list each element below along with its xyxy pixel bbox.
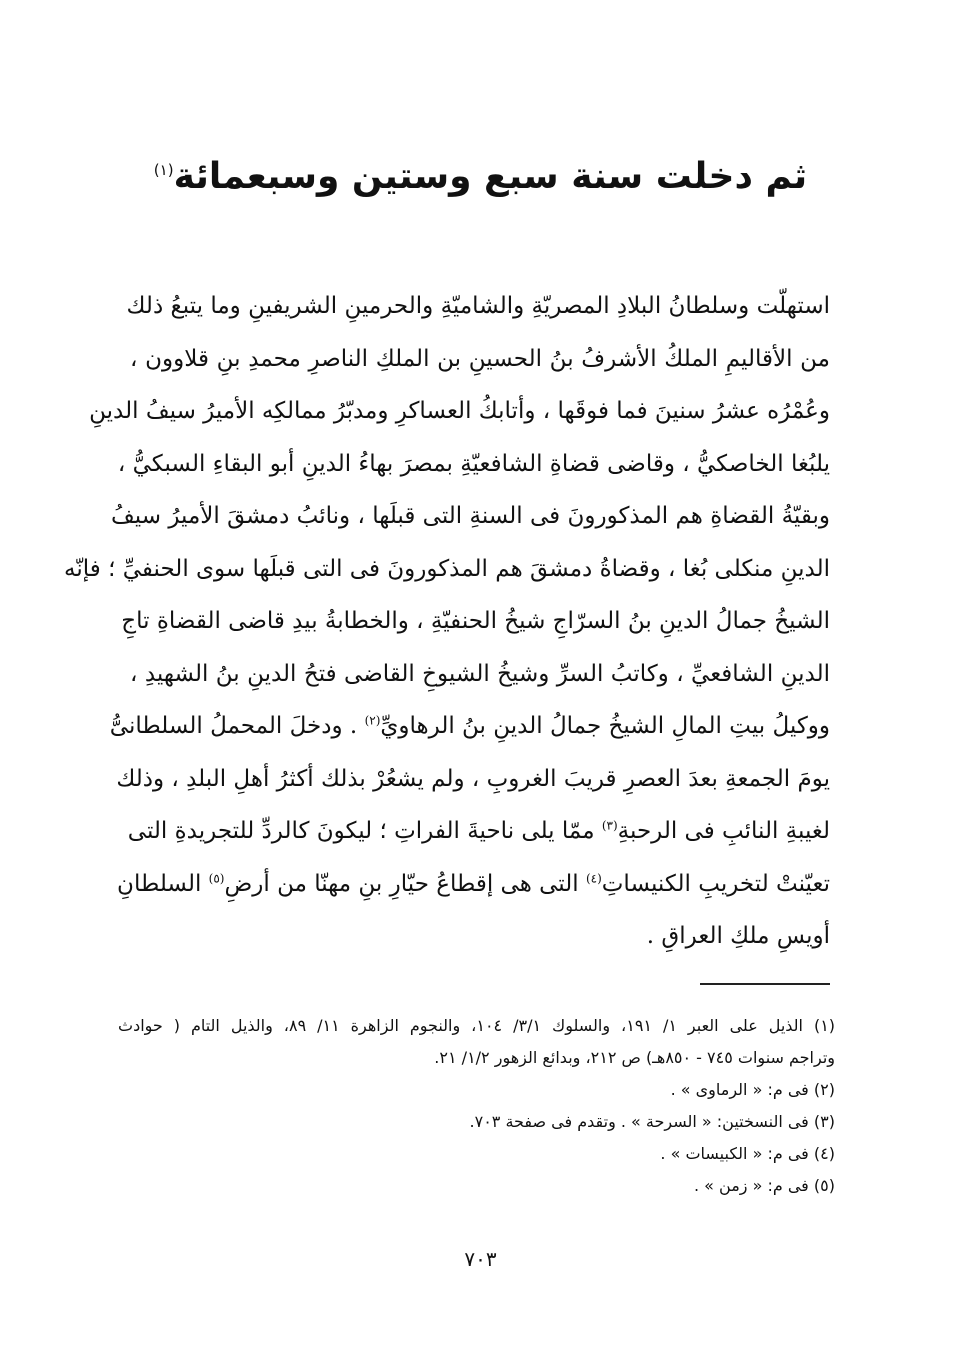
body-text-run: يلبُغا الخاصكيُّ ، وقاضى قضاةِ الشافعيّةِ بمصرَ بهاءُ الدينِ أبو البقاءِ السبكيُّ ، — [117, 450, 830, 477]
footnote-ref: (٥) — [208, 870, 225, 885]
body-line — [89, 385, 830, 438]
body-line — [64, 543, 830, 596]
body-text-run: أويسِ ملكِ العراقِ . — [646, 923, 830, 949]
footnote-line: (١) الذيل على العبر ١/ ١٩١، والسلوك ٣/١/ ١٠٤، والنجوم الزاهرة ١١/ ٨٩، والذيل التام ( حوادث — [118, 1016, 836, 1035]
body-text-run: الدينِ منكلى بُغا ، وقضاةُ دمشقَ هم المذكورونَ فى التى قبلَها سوى الحنفيِّ ؛ فإنّه — [64, 555, 830, 582]
footnotes — [118, 1010, 835, 1202]
body-text-run: الدينِ الشافعيِّ ، وكاتبُ السرِّ وشيخُ الشيوخِ القاضى فتحُ الدينِ بنُ الشهيدِ ، — [130, 660, 830, 687]
footnote-ref: (٢) — [364, 713, 381, 728]
body-text-run: لغيبةِ النائبِ فى الرحبةِ — [617, 818, 830, 844]
body-text-run: استهلّت وسلطانُ البلادِ المصريّةِ والشاميّةِ والحرمينِ الشريفينِ وما يتبعُ ذلك — [126, 293, 830, 319]
body-line — [117, 438, 830, 491]
footnote-line: (٣) فى النسختين: « السرحة » . وتقدم فى صفحة ٧٠٣. — [469, 1112, 835, 1131]
body-text-run: . ودخلَ المحملُ السلطانىُّ — [109, 713, 365, 739]
body-line — [117, 858, 830, 911]
body-line — [110, 490, 830, 543]
body-line — [127, 805, 830, 858]
body-text-run: ممّا يلى ناحيةَ الفراتِ ؛ ليكونَ كالردِّ للتجريدةِ التى — [127, 818, 602, 844]
body-text-run: التى هى إقطاعُ حيّارِ بنِ مهنّا من أرضِ — [224, 870, 586, 897]
body-text — [64, 280, 830, 963]
body-line — [126, 280, 830, 333]
body-line — [130, 648, 830, 701]
footnote-ref: (٣) — [601, 818, 618, 833]
heading-footnote-ref: (١) — [153, 161, 174, 179]
body-text-run: وعُمْرُه عشرُ سنينَ فما فوقَها ، وأتابكُ العساكرِ ومدبّرُ ممالكِه الأميرُ سيفُ الدينِ — [89, 398, 830, 424]
body-line — [130, 910, 830, 963]
body-text-run: الشيخُ جمالُ الدينِ بنُ السرّاجِ شيخُ الحنفيّةِ ، والخطابةُ بيدِ قاضى القضاةِ تاجِ — [121, 608, 830, 634]
footnote-line: (٢) فى م: « الرماوى » . — [670, 1080, 835, 1099]
footnote-line: وتراجم سنوات ٧٤٥ - ٨٥٠هـ) ص ٢١٢، وبدائع الزهور ١/٢/ ٢١. — [434, 1048, 835, 1067]
body-line — [121, 595, 830, 648]
footnote-ref: (٤) — [585, 870, 602, 885]
footnote-line: (٥) فى م: « زمن » . — [693, 1176, 835, 1195]
body-text-run: يومَ الجمعةِ بعدَ العصرِ قريبَ الغروبِ ، ولم يشعُرْ بذلك أكثرُ أهلِ البلدِ ، وذلك — [116, 765, 830, 792]
chapter-heading — [0, 140, 961, 207]
body-text-run: ووكيلُ بيتِ المالِ الشيخُ جمالُ الدينِ بنُ الرهاويِّ — [380, 713, 830, 739]
body-line — [109, 700, 830, 753]
body-line — [130, 333, 830, 386]
footnote-divider — [700, 983, 830, 985]
body-text-run: السلطانِ — [117, 870, 209, 897]
body-text-run: من الأقاليمِ الملكُ الأشرفُ بنُ الحسينِ بن الملكِ الناصرِ محمدِ بنِ قلاوون ، — [130, 345, 830, 372]
footnote-line: (٤) فى م: « الكبيسات » . — [660, 1144, 835, 1163]
body-line — [116, 753, 830, 806]
body-text-run: وبقيّةُ القضاةِ هم المذكورونَ فى السنةِ التى قبلَها ، ونائبُ دمشقَ الأميرُ سيفُ — [110, 503, 830, 529]
body-text-run: تعيّنتْ لتخريبِ الكنيساتِ — [601, 870, 830, 897]
page-number: ٧٠٣ — [464, 1247, 497, 1271]
chapter-title: ثم دخلت سنة سبع وستين وسبعمائة — [173, 156, 808, 197]
